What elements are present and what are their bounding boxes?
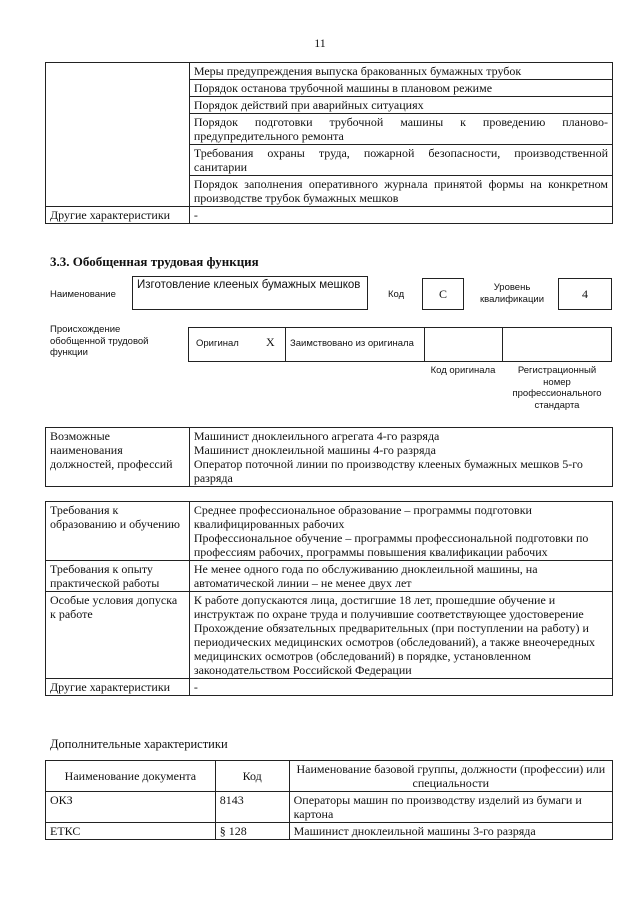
top-table <box>45 62 613 224</box>
top-table-item: Порядок действий при аварийных ситуациях <box>189 97 612 114</box>
top-table-item: Требования охраны труда, пожарной безопасности, производственной санитарии <box>189 145 612 176</box>
other-characteristics-value: - <box>189 679 612 696</box>
additional-header: Наименование документа <box>46 761 216 792</box>
education-label: Требования к образованию и обучению <box>46 502 190 561</box>
position-item: Машинист дноклеильной машины 4-го разряда <box>193 443 436 457</box>
origin-label: Происхождение обобщенной трудовой функции <box>50 324 149 358</box>
code-original-label: Код оригинала <box>430 365 496 376</box>
other-characteristics-label: Другие характеристики <box>46 679 190 696</box>
name-label: Наименование <box>50 289 116 300</box>
additional-heading: Дополнительные характеристики <box>50 737 228 751</box>
additional-table <box>45 760 613 840</box>
additional-cell: ЕТКС <box>46 823 216 840</box>
position-item: Машинист дноклеильного агрегата 4-го разряда <box>193 429 440 443</box>
additional-cell: Операторы машин по производству изделий из бумаги и картона <box>289 792 612 823</box>
borrowed-label: Заимствовано из оригинала <box>290 338 414 349</box>
positions-table <box>45 427 613 487</box>
section-heading: 3.3. Обобщенная трудовая функция <box>50 254 259 269</box>
positions-label: Возможные наименования должностей, профессий <box>46 428 190 487</box>
name-value: Изготовление клееных бумажных мешков <box>137 279 361 291</box>
page-number: 11 <box>314 36 326 50</box>
level-box <box>558 278 612 310</box>
education-item: Профессиональное обучение – программы профессиональной подготовки по профессиям рабочих, программы повышения квалификации рабочих <box>193 531 589 559</box>
special-condition-item: Прохождение обязательных предварительных (при поступлении на работу) и периодических медицинских осмотров (обследований), а также внеочередных медицинских осмотров (обследований) в порядке, установленном законодательством Российской Федерации <box>193 621 596 677</box>
additional-header: Наименование базовой группы, должности (профессии) или специальности <box>289 761 612 792</box>
code-box <box>422 278 464 310</box>
additional-cell: 8143 <box>215 792 289 823</box>
positions-values <box>189 428 612 487</box>
experience-label: Требования к опыту практической работы <box>46 561 190 592</box>
additional-cell: § 128 <box>215 823 289 840</box>
requirements-table <box>45 501 613 696</box>
top-table-item: Порядок заполнения оперативного журнала принятой формы на конкретном производстве трубок бумажных мешков <box>189 176 612 207</box>
reg-number-label: Регистрационный номер профессионального стандарта <box>512 365 602 411</box>
experience-value: Не менее одного года по обслуживанию дноклеильной машины, на автоматической линии – не менее двух лет <box>189 561 612 592</box>
original-label: Оригинал <box>196 338 239 349</box>
additional-cell: Машинист дноклеильной машины 3-го разряда <box>289 823 612 840</box>
code-value: C <box>438 287 447 301</box>
top-table-item: Порядок останова трубочной машины в плановом режиме <box>189 80 612 97</box>
origin-divider <box>424 327 425 361</box>
level-value: 4 <box>582 287 588 301</box>
top-table-item: Порядок подготовки трубочной машины к проведению планово-предупредительного ремонта <box>189 114 612 145</box>
top-table-label-cell <box>46 63 190 207</box>
origin-divider <box>285 327 286 361</box>
original-mark: X <box>266 335 275 349</box>
other-characteristics-value: - <box>189 207 612 224</box>
position-item: Оператор поточной линии по производству клееных бумажных мешков 5-го разряда <box>193 457 583 485</box>
code-label: Код <box>388 289 405 300</box>
additional-cell: ОКЗ <box>46 792 216 823</box>
name-box <box>132 276 368 310</box>
top-table-item: Меры предупреждения выпуска бракованных бумажных трубок <box>189 63 612 80</box>
origin-divider <box>502 327 503 361</box>
other-characteristics-label: Другие характеристики <box>46 207 190 224</box>
special-condition-item: К работе допускаются лица, достигшие 18 лет, прошедшие обучение и инструктаж по охране труда и получившие соответствующее удостоверение <box>193 593 584 621</box>
special-conditions-values <box>189 592 612 679</box>
special-conditions-label: Особые условия допуска к работе <box>46 592 190 679</box>
additional-header: Код <box>215 761 289 792</box>
level-label: Уровень квалификации <box>479 282 545 305</box>
education-item: Среднее профессиональное образование – программы подготовки квалифицированных рабочих <box>193 503 532 531</box>
education-values <box>189 502 612 561</box>
